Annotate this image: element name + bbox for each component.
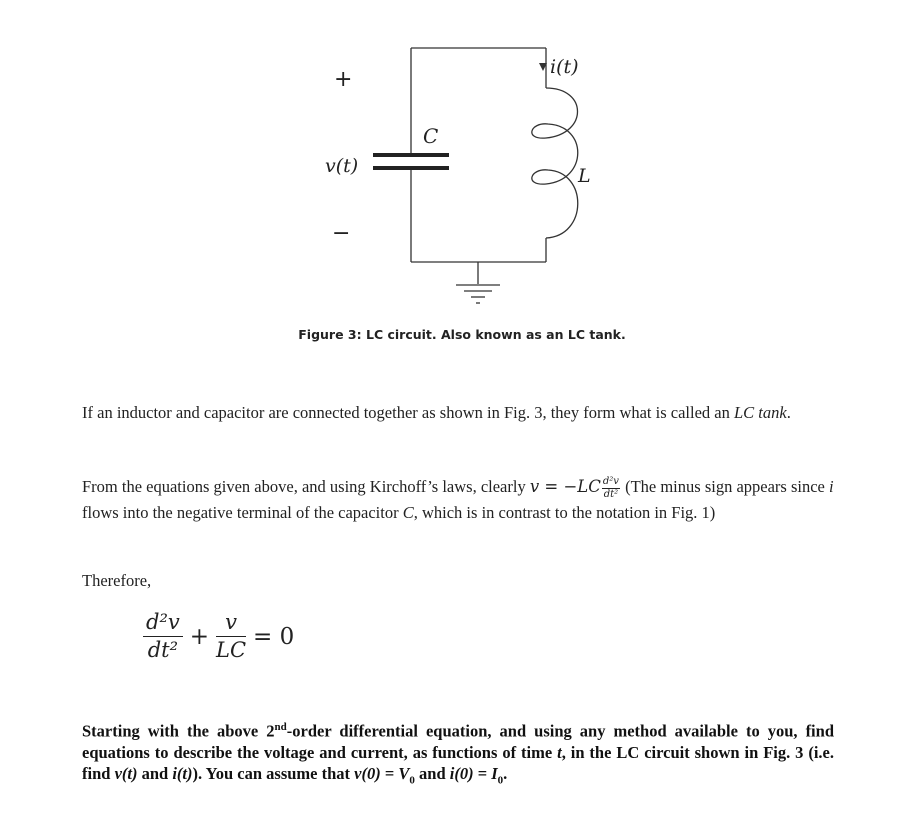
- task-t6: =: [380, 763, 399, 783]
- task-var-t: t: [557, 742, 562, 762]
- task-paragraph: [82, 717, 834, 791]
- task-i0: i(0): [449, 763, 474, 783]
- eq-frac2-num: v: [216, 612, 246, 637]
- differential-equation: [142, 612, 300, 661]
- kirchhoff-fraction: [602, 477, 620, 500]
- voltage-label: v(t): [325, 155, 359, 177]
- capacitor-plate-bottom: [373, 166, 449, 170]
- task-t8: =: [473, 763, 492, 783]
- kirchhoff-eq-lhs: v = −LC: [529, 477, 601, 496]
- task-V0-sub: 0: [409, 773, 415, 786]
- eq-plus: +: [189, 623, 210, 650]
- kirchhoff-text-b: (The minus sign appears since: [620, 477, 829, 496]
- kirchhoff-frac-num: d²v: [602, 475, 619, 487]
- task-t4: and: [137, 763, 173, 783]
- task-t5: ). You can assume that: [192, 763, 355, 783]
- inductor-coil: [532, 88, 578, 238]
- caption-text: LC circuit. Also known as an LC tank.: [361, 327, 626, 342]
- task-i-t: i(t): [172, 763, 193, 783]
- lc-circuit-diagram: [0, 0, 924, 320]
- task-t3: , in the LC circuit shown in Fig. 3 (i.e. find: [82, 742, 834, 783]
- capacitor-plate-top: [373, 153, 449, 157]
- kirchhoff-text-d: , which is in contrast to the notation in Fig. 1): [413, 502, 716, 522]
- eq-fraction-1: [143, 612, 183, 661]
- task-V0: V: [398, 763, 410, 783]
- intro-lc-tank: LC tank: [733, 403, 787, 422]
- task-t2: -order differential equation, and using any method available to you, find equations to describe the voltage and current, as functions of time: [82, 721, 834, 762]
- kirchhoff-text-c: flows into the negative terminal of the capacitor: [82, 502, 403, 522]
- task-I0: I: [491, 763, 498, 783]
- task-v0: v(0): [354, 763, 381, 783]
- eq-rhs: = 0: [253, 623, 295, 650]
- intro-paragraph: [82, 400, 834, 425]
- minus-label: −: [332, 221, 351, 246]
- eq-frac1-num: d²v: [143, 612, 183, 637]
- caption-prefix: Figure 3:: [298, 327, 362, 342]
- kirchhoff-frac-den: dt²: [603, 488, 619, 500]
- kirchhoff-text-a: From the equations given above, and using Kirchoff’s laws, clearly: [82, 477, 530, 496]
- task-I0-sub: 0: [497, 773, 504, 786]
- eq-frac2-den: LC: [216, 638, 247, 662]
- kirchhoff-paragraph: [82, 474, 834, 525]
- task-t9: .: [503, 763, 508, 783]
- eq-frac1-den: dt²: [147, 638, 179, 662]
- inductor-label: L: [578, 165, 591, 187]
- task-v-t: v(t): [114, 763, 138, 783]
- eq-fraction-2: [216, 612, 246, 661]
- figure-caption: [0, 327, 924, 342]
- task-sup-nd: nd: [274, 721, 287, 733]
- task-t7: and: [414, 763, 450, 783]
- current-label: i(t): [550, 56, 579, 78]
- kirchhoff-var-c: C: [402, 502, 414, 522]
- therefore-text: Therefore,: [82, 571, 152, 590]
- intro-text-b: .: [786, 403, 791, 422]
- capacitor-label: C: [423, 124, 439, 148]
- task-t1: Starting with the above 2: [82, 721, 275, 741]
- plus-label: +: [334, 67, 353, 92]
- intro-text-a: If an inductor and capacitor are connected together as shown in Fig. 3, they form what is called an: [82, 403, 734, 422]
- kirchhoff-var-i: i: [828, 477, 834, 496]
